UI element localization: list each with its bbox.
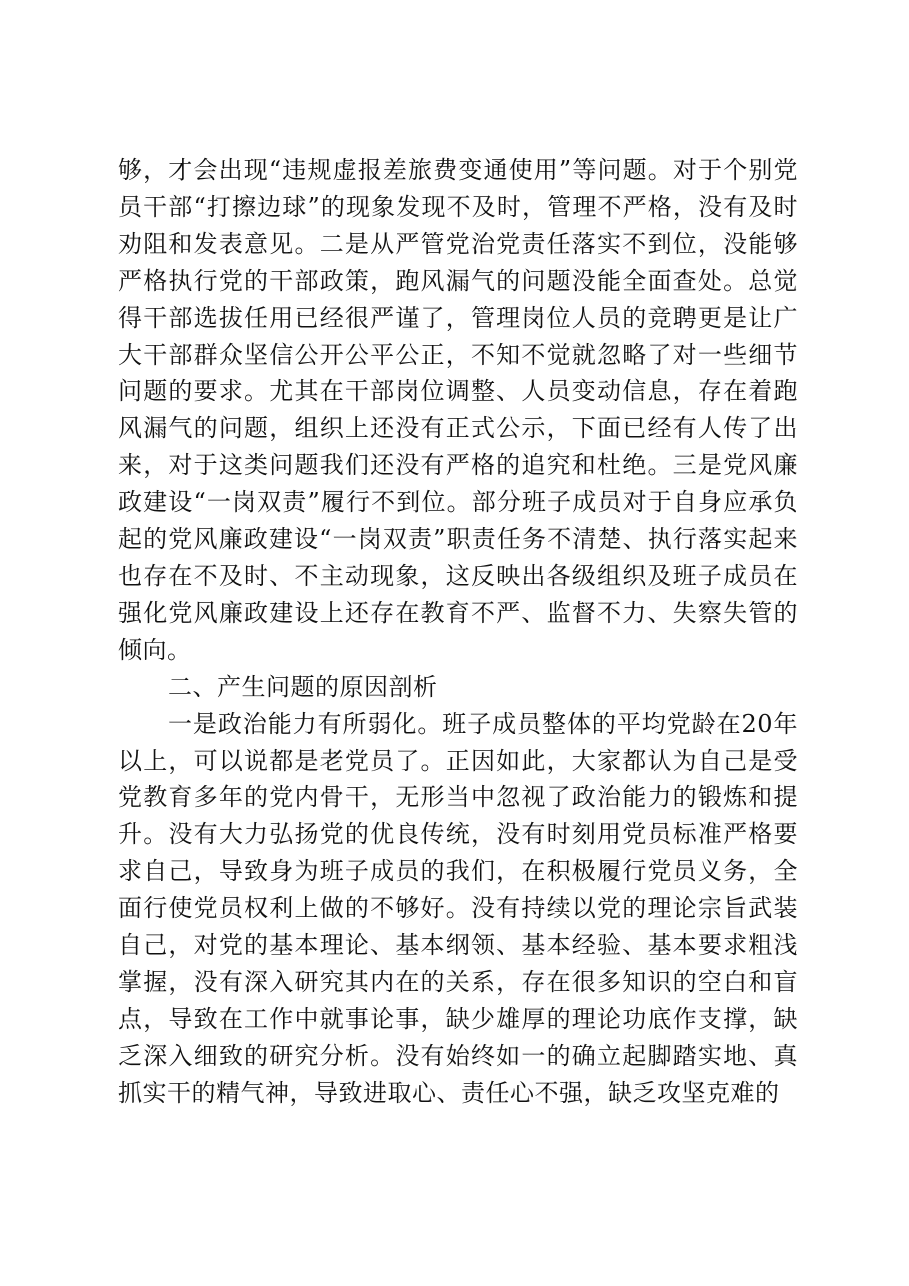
paragraph-cause-analysis: 一是政治能力有所弱化。班子成员整体的平均党龄在20年以上，可以说都是老党员了。正因如此，大家都认为自己是受党教育多年的党内骨干，无形当中忽视了政治能力的锻炼和提升。没有大力弘扬党的优良传统，没有时刻用党员标准严格要求自己，导致身为班子成员的我们，在积极履行党员义务，全面行使党员权利上做的不够好。没有持续以党的理论宗旨武装自己，对党的基本理论、基本纲领、基本经验、基本要求粗浅掌握，没有深入研究其内在的关系，存在很多知识的空白和盲点，导致在工作中就事论事，缺少雄厚的理论功底作支撑，缺乏深入细致的研究分析。没有始终如一的确立起脚踏实地、真抓实干的精气神，导致进取心、责任心不强，缺乏攻坚克难的 — [118, 709, 798, 1107]
document-body — [118, 152, 798, 1112]
section-heading: 二、产生问题的原因剖析 — [168, 672, 438, 701]
paragraph-continued: 够，才会出现“违规虚报差旅费变通使用”等问题。对于个别党员干部“打擦边球”的现象发现不及时，管理不严格，没有及时劝阻和发表意见。二是从严管党治党责任落实不到位，没能够严格执行党的干部政策，跑风漏气的问题没能全面查处。总觉得干部选拔任用已经很严谨了，管理岗位人员的竞聘更是让广大干部群众坚信公开公平公正，不知不觉就忽略了对一些细节问题的要求。尤其在干部岗位调整、人员变动信息，存在着跑风漏气的问题，组织上还没有正式公示，下面已经有人传了出来，对于这类问题我们还没有严格的追究和杜绝。三是党风廉政建设“一岗双责”履行不到位。部分班子成员对于自身应承负起的党风廉政建设“一岗双责”职责任务不清楚、执行落实起来也存在不及时、不主动现象，这反映出各级组织及班子成员在强化党风廉政建设上还存在教育不严、监督不力、失察失管的倾向。 — [118, 156, 798, 664]
